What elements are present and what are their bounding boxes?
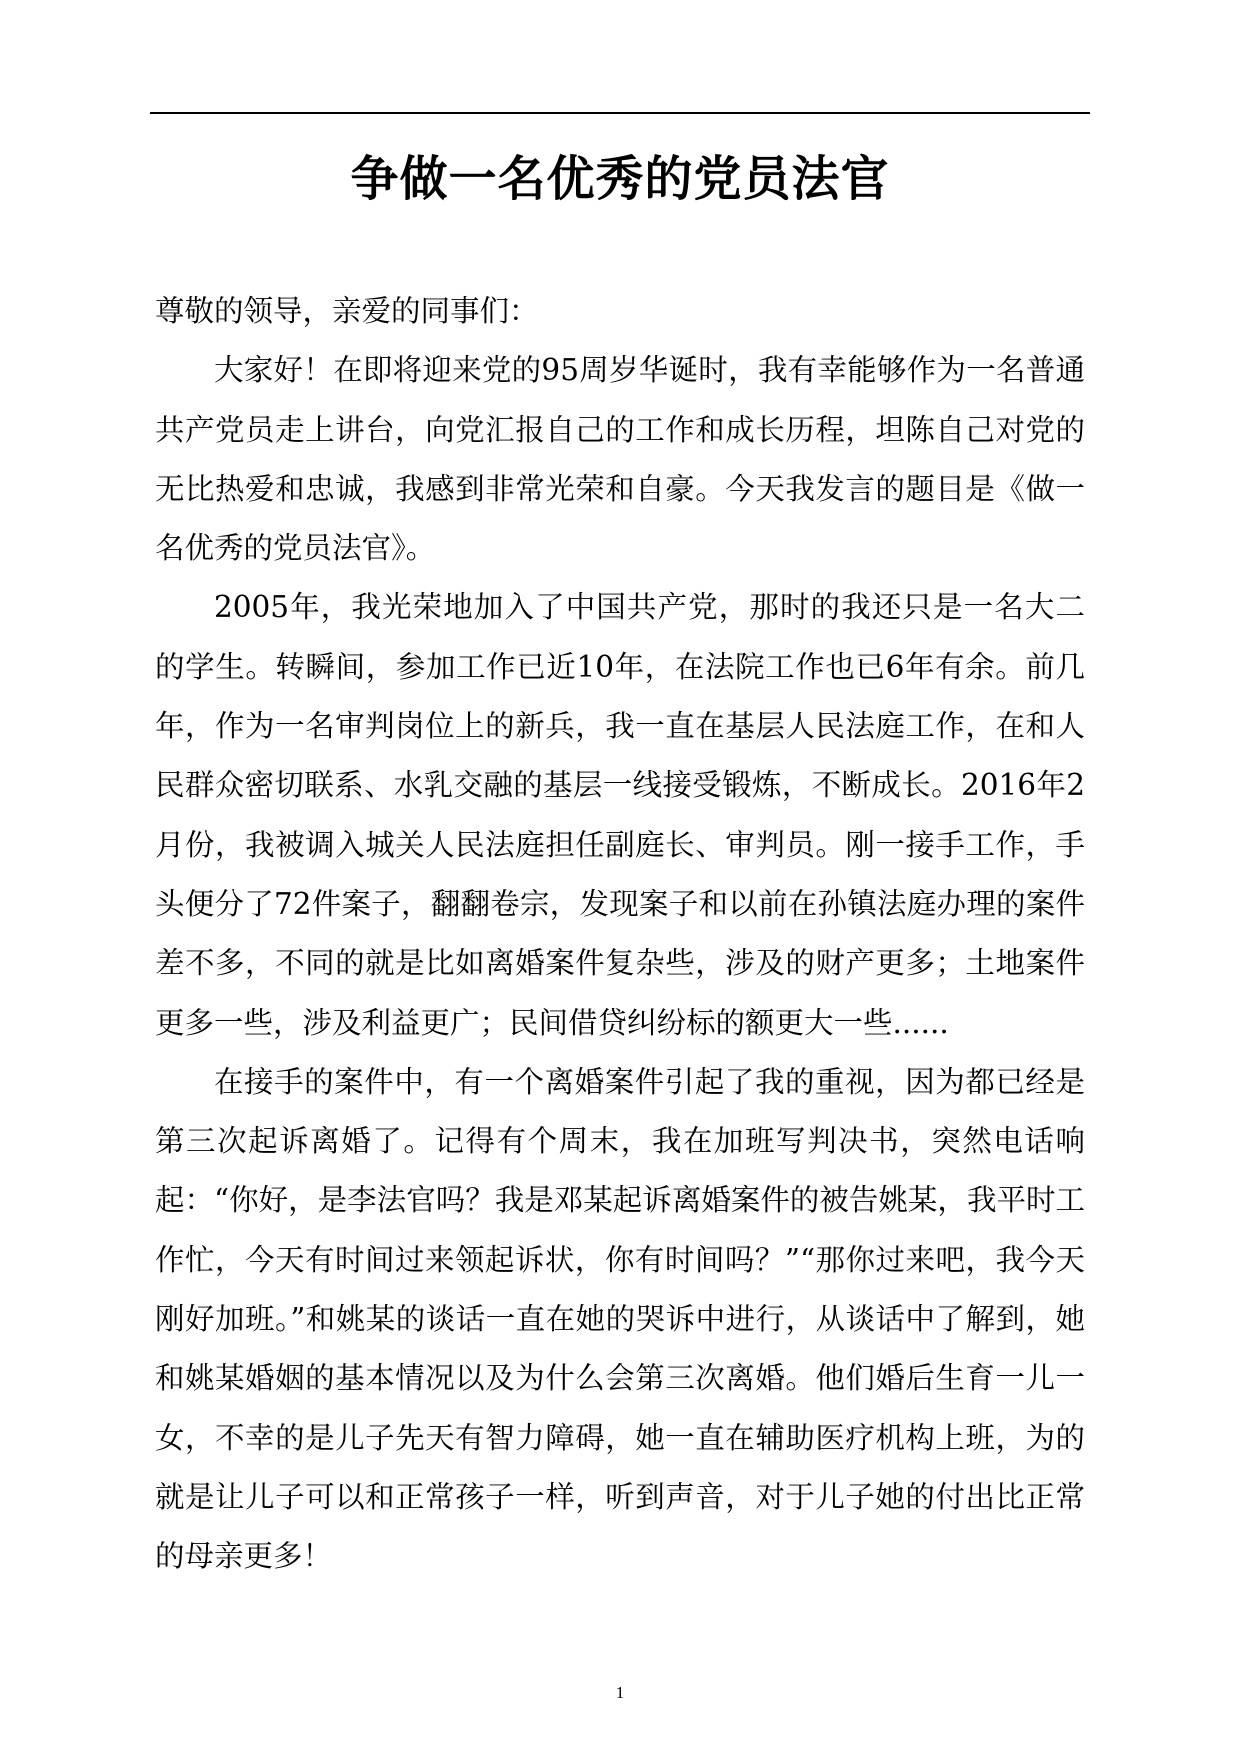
paragraph-2: 2005年，我光荣地加入了中国共产党，那时的我还只是一名大二的学生。转瞬间，参加工作已近10年，在法院工作也已6年有余。前几年，作为一名审判岗位上的新兵，我一直在基层人民法庭工作，在和人民群众密切联系、水乳交融的基层一线接受锻炼，不断成长。2016年2月份，我被调入城关人民法庭担任副庭长、审判员。刚一接手工作，手头便分了72件案子，翻翻卷宗，发现案子和以前在孙镇法庭办理的案件差不多，不同的就是比如离婚案件复杂些，涉及的财产更多；土地案件更多一些，涉及利益更广；民间借贷纠纷标的额更大一些...... bbox=[155, 590, 1085, 1040]
page-number: 1 bbox=[615, 1683, 625, 1702]
paragraph-3: 在接手的案件中，有一个离婚案件引起了我的重视，因为都已经是第三次起诉离婚了。记得有个周末，我在加班写判决书，突然电话响起：“你好，是李法官吗？我是邓某起诉离婚案件的被告姚某，我平时工作忙，今天有时间过来领起诉状，你有时间吗？”“那你过来吧，我今天刚好加班。”和姚某的谈话一直在她的哭诉中进行，从谈话中了解到，她和姚某婚姻的基本情况以及为什么会第三次离婚。他们婚后生育一儿一女，不幸的是儿子先天有智力障碍，她一直在辅助医疗机构上班，为的就是让儿子可以和正常孩子一样，听到声音，对于儿子她的付出比正常的母亲更多！ bbox=[155, 1064, 1085, 1574]
document-title: 争做一名优秀的党员法官 bbox=[350, 151, 890, 207]
document-body bbox=[155, 282, 1085, 1587]
salutation: 尊敬的领导，亲爱的同事们： bbox=[155, 294, 539, 328]
header-rule bbox=[150, 112, 1090, 114]
paragraph-1: 大家好！在即将迎来党的95周岁华诞时，我有幸能够作为一名普通共产党员走上讲台，向党汇报自己的工作和成长历程，坦陈自己对党的无比热爱和忠诚，我感到非常光荣和自豪。今天我发言的题目是《做一名优秀的党员法官》。 bbox=[155, 353, 1085, 566]
